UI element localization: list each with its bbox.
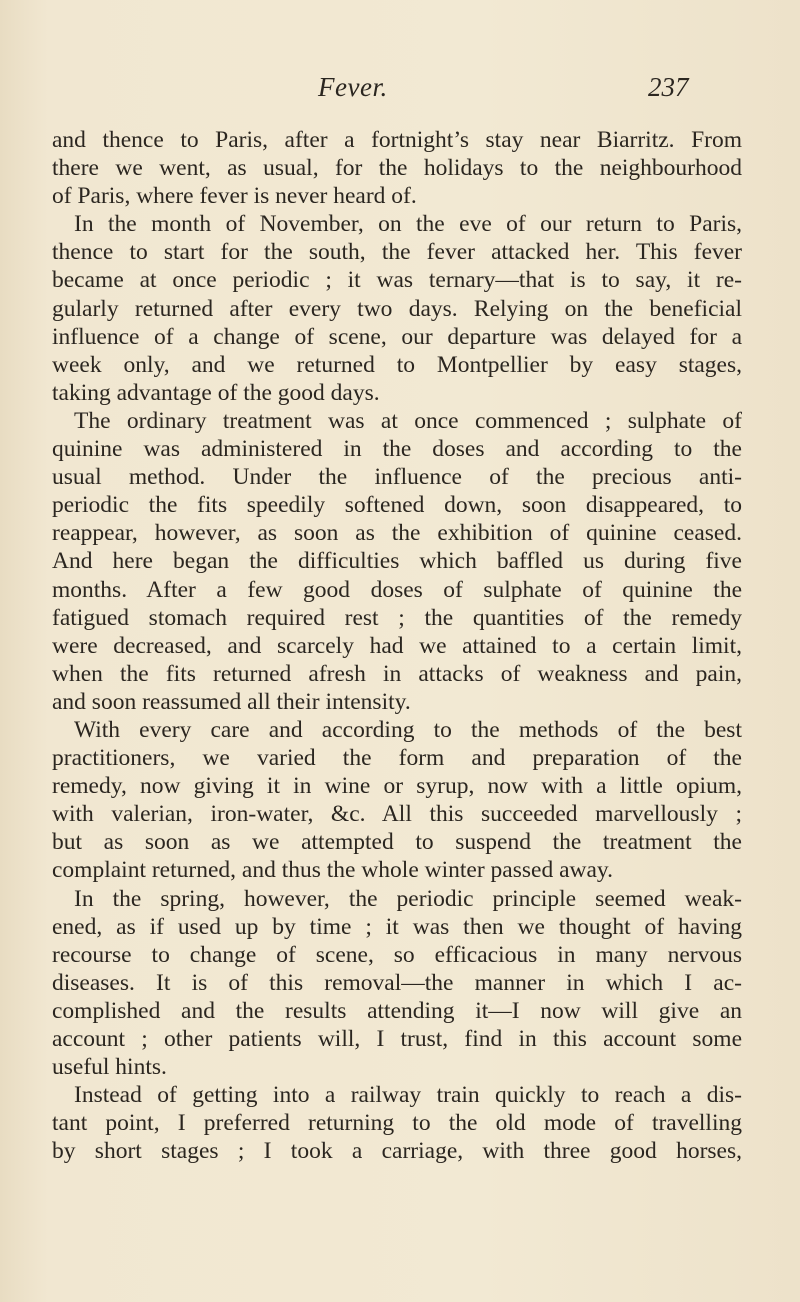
- text-line: complished and the results attending it—I now will give an: [52, 997, 742, 1024]
- text-line: useful hints.: [52, 1054, 167, 1081]
- text-line: of Paris, where fever is never heard of.: [52, 183, 417, 210]
- text-line: And here began the difficulties which baffled us during five: [52, 548, 742, 575]
- text-line: taking advantage of the good days.: [52, 379, 380, 406]
- text-line: gularly returned after every two days. Relying on the beneficial: [52, 295, 742, 322]
- text-line: there we went, as usual, for the holidays to the neighbourhood: [52, 155, 742, 182]
- text-line: and thence to Paris, after a fortnight’s stay near Biarritz. From: [52, 127, 742, 153]
- text-line: account ; other patients will, I trust, find in this account some: [52, 1026, 742, 1052]
- text-line: usual method. Under the influence of the precious anti-: [52, 464, 742, 491]
- text-line: The ordinary treatment was at once commenced ; sulphate of: [74, 407, 742, 434]
- text-line: when the fits returned afresh in attacks of weakness and pain,: [52, 660, 742, 687]
- text-line: ened, as if used up by time ; it was then we thought of having: [52, 913, 742, 940]
- text-line: practitioners, we varied the form and preparation of the: [52, 745, 742, 772]
- text-line: reappear, however, as soon as the exhibition of quinine ceased.: [52, 520, 742, 547]
- text-line: week only, and we returned to Montpellier by easy stages,: [52, 351, 742, 378]
- text-line: tant point, I preferred returning to the old mode of travelling: [52, 1110, 742, 1137]
- text-line: fatigued stomach required rest ; the quantities of the remedy: [52, 604, 742, 631]
- text-line: and soon reassumed all their intensity.: [52, 688, 411, 715]
- text-line: In the spring, however, the periodic principle seemed weak-: [74, 885, 742, 912]
- text-line: Instead of getting into a railway train quickly to reach a dis-: [74, 1082, 742, 1109]
- running-title: Fever.: [318, 72, 388, 102]
- text-line: diseases. It is of this removal—the manner in which I ac-: [52, 969, 742, 996]
- text-line: influence of a change of scene, our departure was delayed for a: [52, 323, 742, 350]
- text-line: remedy, now giving it in wine or syrup, now with a little opium,: [52, 773, 742, 800]
- body-text: [52, 126, 742, 1165]
- text-line: recourse to change of scene, so efficacious in many nervous: [52, 941, 742, 968]
- running-header: [0, 72, 800, 112]
- text-line: thence to start for the south, the fever attacked her. This fever: [52, 239, 742, 266]
- text-line: became at once periodic ; it was ternary—that is to say, it re-: [52, 267, 742, 294]
- text-line: In the month of November, on the eve of our return to Paris,: [74, 211, 742, 238]
- page-number: 237: [648, 72, 689, 102]
- text-line: by short stages ; I took a carriage, with three good horses,: [52, 1138, 742, 1165]
- text-line: months. After a few good doses of sulphate of quinine the: [52, 576, 742, 603]
- text-line: with valerian, iron-water, &c. All this succeeded marvellously ;: [52, 801, 742, 828]
- text-line: were decreased, and scarcely had we attained to a certain limit,: [52, 632, 742, 659]
- text-line: With every care and according to the methods of the best: [74, 716, 742, 743]
- text-line: complaint returned, and thus the whole winter passed away.: [52, 857, 614, 884]
- text-line: periodic the fits speedily softened down, soon disappeared, to: [52, 492, 742, 519]
- text-line: quinine was administered in the doses and according to the: [52, 436, 742, 463]
- text-line: but as soon as we attempted to suspend the treatment the: [52, 829, 742, 856]
